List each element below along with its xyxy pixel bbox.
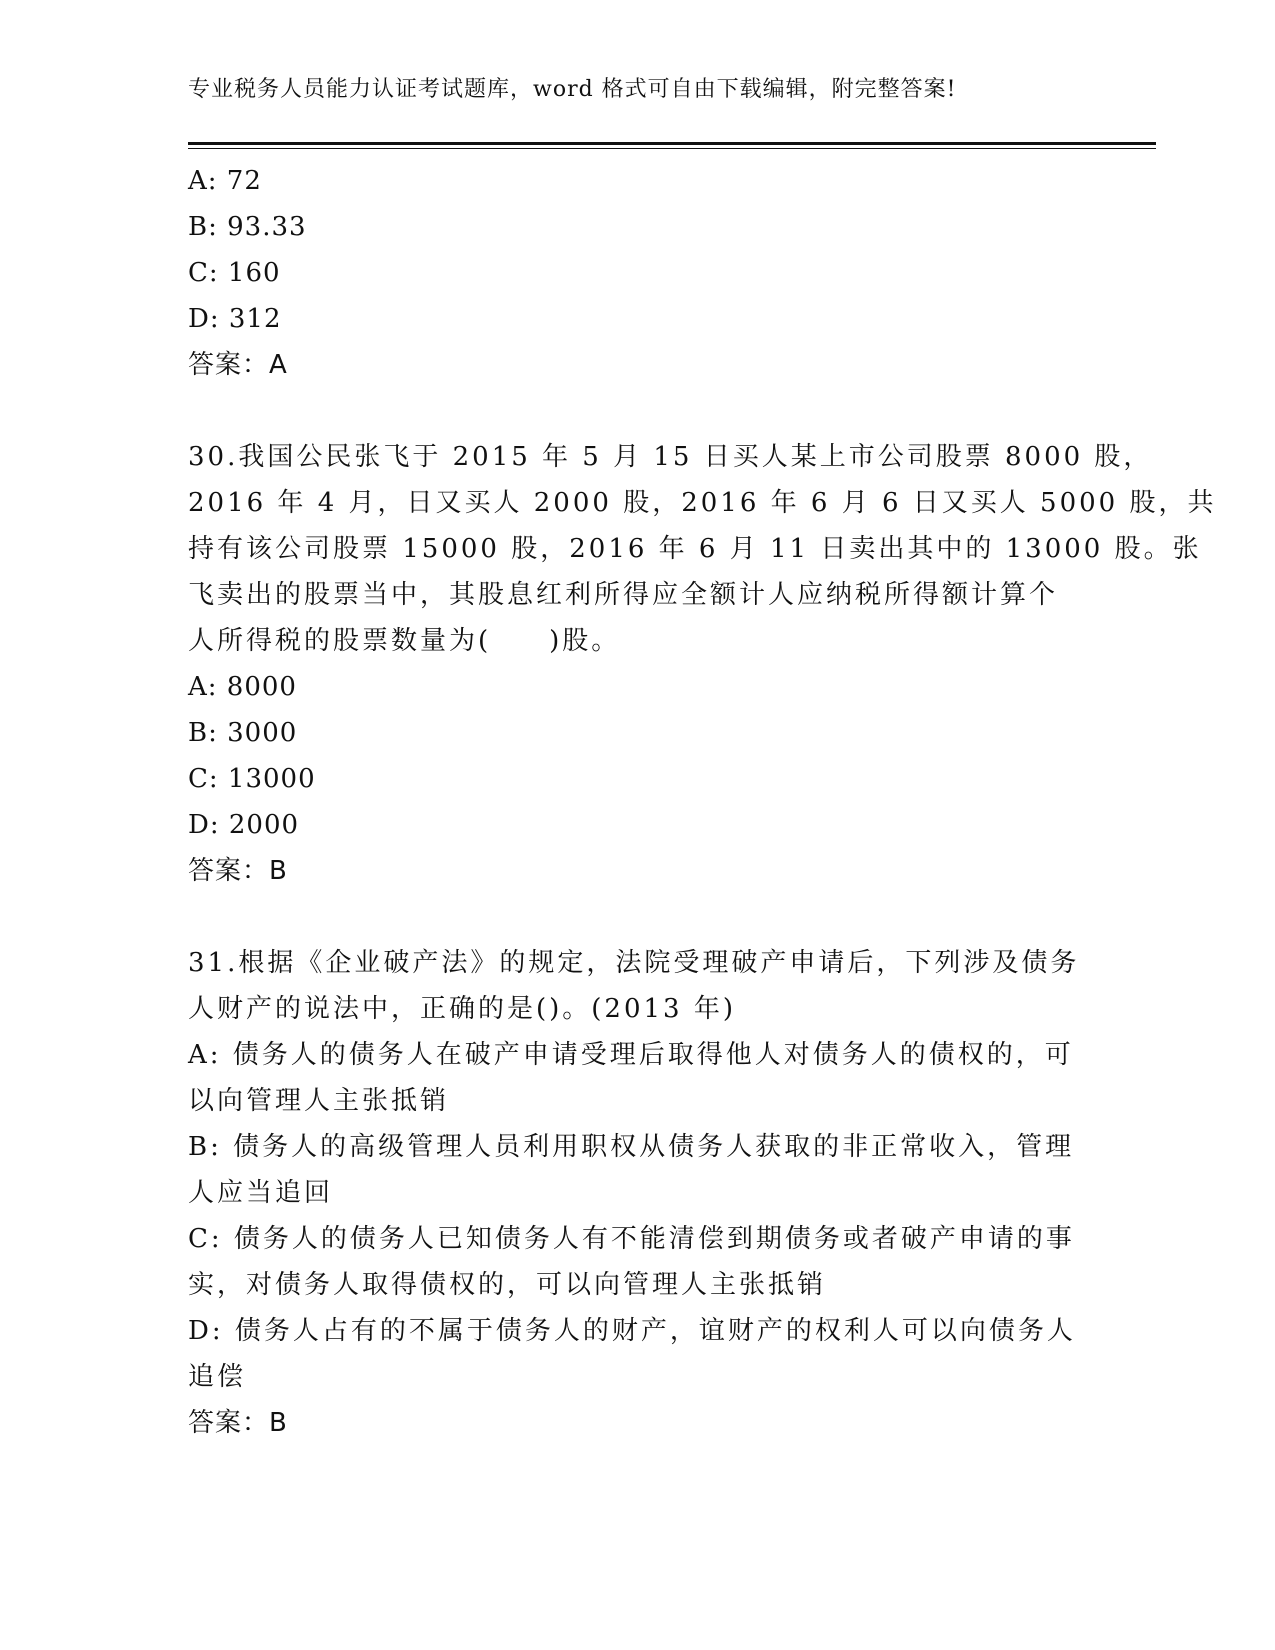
spacer [188,388,1088,434]
option-a: A: 8000 [188,672,297,702]
option-c-continued: 实，对债务人取得债权的，可以向管理人主张抵销 [188,1270,827,1300]
question-31 [188,940,1088,1446]
page-header: 专业税务人员能力认证考试题库，word 格式可自由下载编辑，附完整答案! [188,77,957,102]
question-29 [188,158,1088,388]
question-30 [188,434,1217,894]
question-stem-line: 飞卖出的股票当中，其股息红利所得应全额计人应纳税所得额计算个 [188,580,1059,610]
option-b: B: 债务人的高级管理人员利用职权从债务人获取的非正常收入，管理 [188,1132,1075,1162]
option-d: D: 债务人占有的不属于债务人的财产，谊财产的权利人可以向债务人 [188,1316,1076,1346]
option-b-continued: 人应当追回 [188,1178,334,1208]
option-d: D: 312 [188,304,282,334]
option-c: C: 13000 [188,764,316,794]
option-a-continued: 以向管理人主张抵销 [188,1086,450,1116]
question-stem-line: 2016 年 4 月，日又买人 2000 股，2016 年 6 月 6 日又买人 5000 股，共 [188,488,1217,518]
spacer [188,894,1088,940]
option-a: A: 72 [188,166,262,196]
header-rule-thick [188,142,1156,145]
question-stem-line: 人所得税的股票数量为( )股。 [188,626,621,656]
option-a: A: 债务人的债务人在破产申请受理后取得他人对债务人的债权的，可 [188,1040,1074,1070]
option-b: B: 93.33 [188,212,307,242]
option-c: C: 债务人的债务人已知债务人有不能清偿到期债务或者破产申请的事 [188,1224,1075,1254]
option-b: B: 3000 [188,718,298,748]
question-content [188,158,1217,1446]
option-c: C: 160 [188,258,281,288]
header-rule-thin [188,148,1156,149]
option-d: D: 2000 [188,810,300,840]
answer-line: 答案：B [188,856,288,886]
answer-line: 答案：A [188,350,288,380]
question-stem-line: 31.根据《企业破产法》的规定，法院受理破产申请后，下列涉及债务 [188,948,1080,978]
question-stem-line: 人财产的说法中，正确的是()。(2013 年) [188,994,737,1024]
answer-line: 答案：B [188,1408,288,1438]
option-d-continued: 追偿 [188,1362,247,1392]
question-stem-line: 30.我国公民张飞于 2015 年 5 月 15 日买人某上市公司股票 8000 股， [188,442,1153,472]
question-stem-line: 持有该公司股票 15000 股，2016 年 6 月 11 日卖出其中的 13000 股。张 [188,534,1202,564]
